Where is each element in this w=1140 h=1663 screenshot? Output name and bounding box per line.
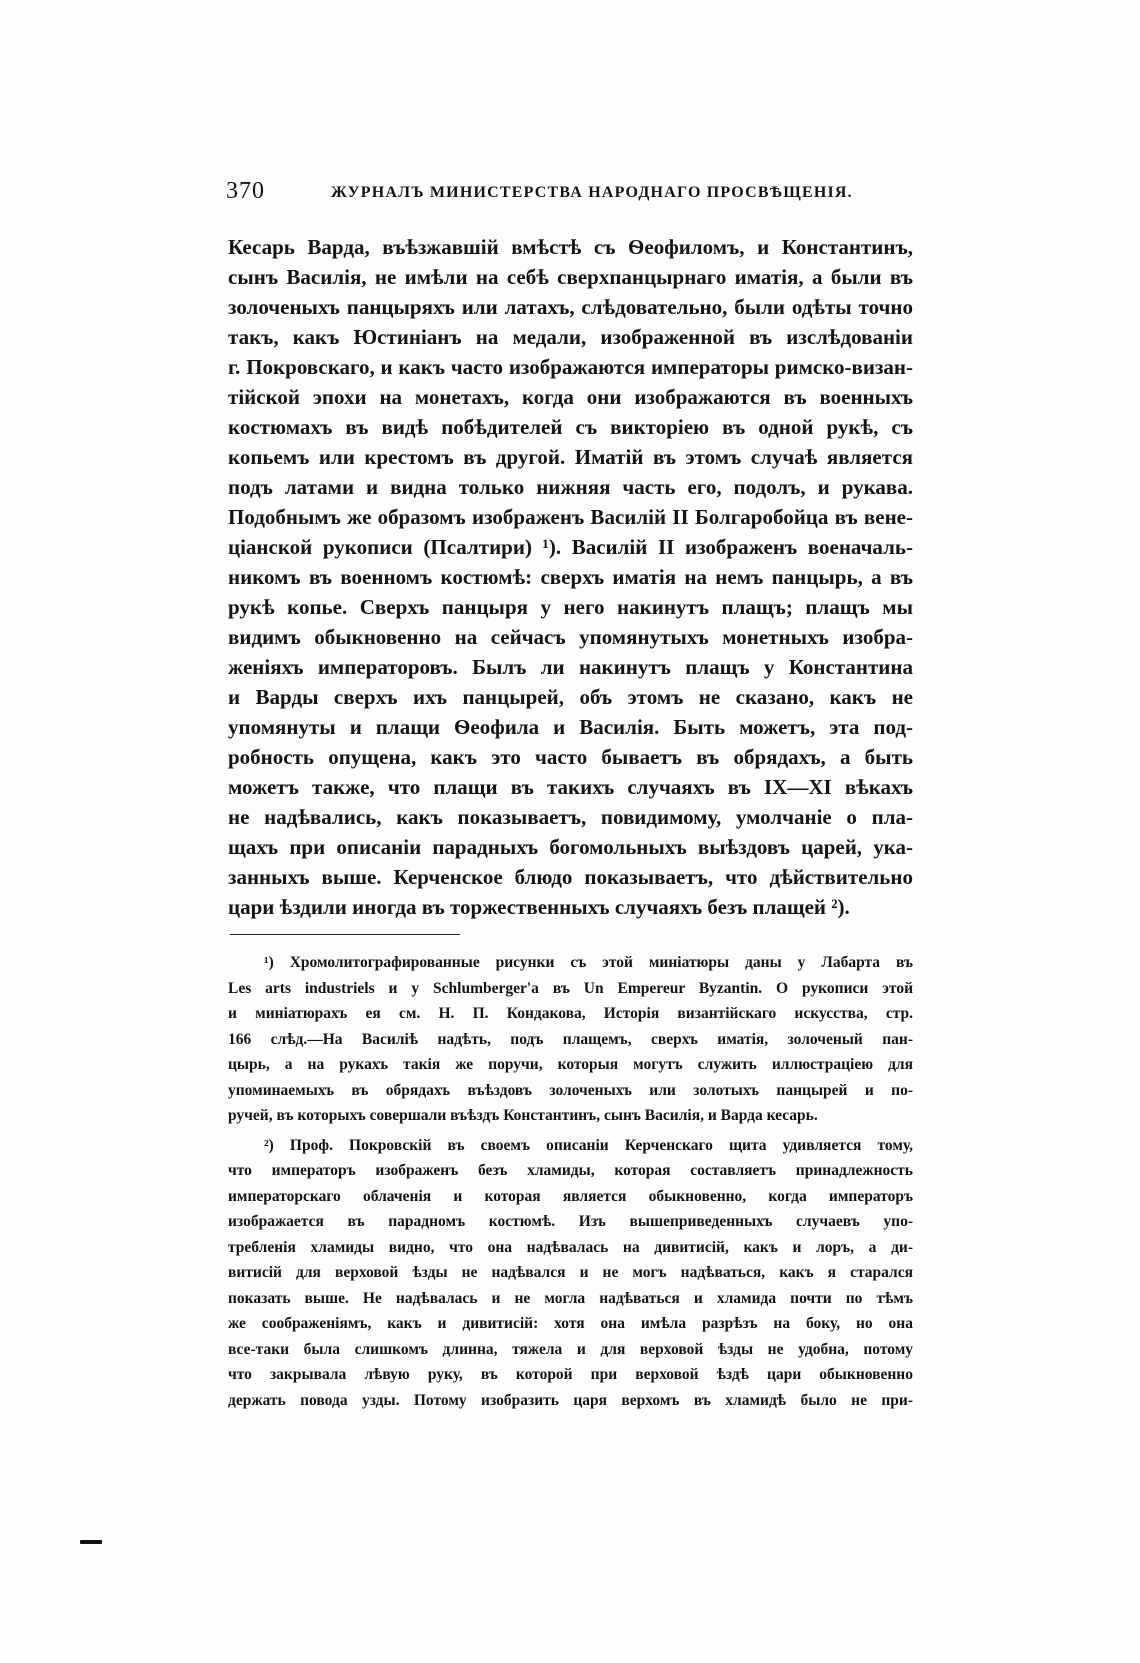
text-line: женіяхъ императоровъ. Былъ ли накинутъ плащъ у Константина	[228, 655, 913, 679]
text-line: подъ латами и видна только нижняя часть его, подолъ, и рукава.	[228, 475, 913, 499]
footnote-line: держать повода узды. Потому изобразить царя верхомъ въ хламидѣ было не при-	[228, 1391, 913, 1409]
text-line: тійской эпохи на монетахъ, когда они изображаются въ военныхъ	[228, 385, 913, 409]
text-line: сынъ Василія, не имѣли на себѣ сверхпанцырнаго иматія, а были въ	[228, 265, 913, 289]
footnote-1	[228, 950, 913, 1129]
footnote-line: что закрывала лѣвую руку, въ которой при верховой ѣздѣ цари обыкновенно	[228, 1366, 913, 1383]
footnote-line: 166 слѣд.—На Василіѣ надѣть, подъ плащемъ, сверхъ иматія, золоченый пан-	[228, 1030, 913, 1048]
text-line: копьемъ или крестомъ въ другой. Иматій въ этомъ случаѣ является	[228, 445, 913, 469]
margin-mark	[80, 1540, 102, 1544]
main-text	[228, 232, 913, 922]
text-line: Кесарь Варда, въѣзжавшій вмѣстѣ съ Ѳеофиломъ, и Константинъ,	[228, 235, 913, 259]
footnote-separator	[230, 934, 460, 935]
footnote-line: ²) Проф. Покровскій въ своемъ описаніи Керченскаго щита удивляется тому,	[264, 1136, 913, 1154]
footnote-line: требленія хламиды видно, что она надѣвалась на дивитисій, какъ и лоръ, а ди-	[228, 1238, 913, 1256]
footnote-line: же соображеніямъ, какъ и дивитисій: хотя она имѣла разрѣзъ на боку, но она	[228, 1315, 913, 1332]
footnote-line: показать выше. Не надѣвалась и не могла надѣваться и хламида почти по тѣмъ	[228, 1289, 913, 1307]
text-line: цари ѣздили иногда въ торжественныхъ случаяхъ безъ плащей ²).	[228, 895, 850, 919]
footnote-line: изображается въ парадномъ костюмѣ. Изъ вышеприведенныхъ случаевъ упо-	[228, 1213, 913, 1230]
footnote-line: упоминаемыхъ въ обрядахъ въѣздовъ золоченыхъ или золотыхъ панцырей и по-	[228, 1081, 913, 1099]
footnote-line: ручей, въ которыхъ совершали въѣздъ Константинъ, сынъ Василія, и Варда кесарь.	[228, 1107, 818, 1124]
text-line: золоченыхъ панцыряхъ или латахъ, слѣдовательно, были одѣты точно	[228, 295, 913, 319]
text-line: рукѣ копье. Сверхъ панцыря у него накинутъ плащъ; плащъ мы	[228, 595, 913, 619]
footnote-line: что императоръ изображенъ безъ хламиды, которая составляетъ принадлежность	[228, 1162, 913, 1179]
page-number: 370	[226, 178, 265, 204]
page-header	[226, 178, 916, 208]
footnote-line: витисій для верховой ѣзды не надѣвался и не могъ надѣваться, какъ я старался	[228, 1264, 913, 1281]
text-line: ціанской рукописи (Псалтири) ¹). Василій II изображенъ военачаль-	[228, 535, 913, 559]
text-line: такъ, какъ Юстиніанъ на медали, изображенной въ изслѣдованіи	[228, 325, 913, 349]
running-title: ЖУРНАЛЪ МИНИСТЕРСТВА НАРОДНАГО ПРОСВѢЩЕНІЯ.	[331, 184, 853, 201]
footnote-line: Les arts industriels и у Schlumberger'а въ Un Empereur Byzantin. О рукописи этой	[228, 979, 913, 997]
text-line: Подобнымъ же образомъ изображенъ Василій II Болгаробойца въ вене-	[228, 505, 913, 529]
text-line: щахъ при описаніи парадныхъ богомольныхъ выѣздовъ царей, ука-	[228, 835, 913, 859]
text-line: костюмахъ въ видѣ побѣдителей съ викторіею въ одной рукѣ, съ	[228, 415, 913, 439]
text-line: г. Покровскаго, и какъ часто изображаются императоры римско-визан-	[228, 355, 913, 379]
text-line: не надѣвались, какъ показываетъ, повидимому, умолчаніе о пла-	[228, 805, 913, 829]
text-line: робность опущена, какъ это часто бываетъ въ обрядахъ, а быть	[228, 745, 913, 769]
footnote-line: и миніатюрахъ ея см. Н. П. Кондакова, Исторія византійскаго искусства, стр.	[228, 1005, 913, 1022]
footnote-line: цырь, а на рукахъ такія же поручи, которыя могутъ служить иллюстраціею для	[228, 1056, 913, 1073]
footnotes	[228, 950, 913, 1413]
text-line: видимъ обыкновенно на сейчасъ упомянутыхъ монетныхъ изобра-	[228, 625, 913, 649]
footnote-2	[228, 1133, 913, 1414]
text-line: занныхъ выше. Керченское блюдо показываетъ, что дѣйствительно	[228, 865, 913, 889]
footnote-line: все-таки была слишкомъ длинна, тяжела и для верховой ѣзды не удобна, потому	[228, 1340, 913, 1358]
footnote-line: ¹) Хромолитографированные рисунки съ этой миніатюры даны у Лабарта въ	[264, 954, 913, 971]
text-line: никомъ въ военномъ костюмѣ: сверхъ иматія на немъ панцырь, а въ	[228, 565, 913, 589]
text-line: можетъ также, что плащи въ такихъ случаяхъ въ IX—XI вѣкахъ	[228, 775, 913, 799]
footnote-line: императорскаго облаченія и которая является обыкновенно, когда императоръ	[228, 1187, 913, 1205]
text-line: упомянуты и плащи Ѳеофила и Василія. Быть можетъ, эта под-	[228, 715, 913, 739]
text-line: и Варды сверхъ ихъ панцырей, объ этомъ не сказано, какъ не	[228, 685, 913, 709]
